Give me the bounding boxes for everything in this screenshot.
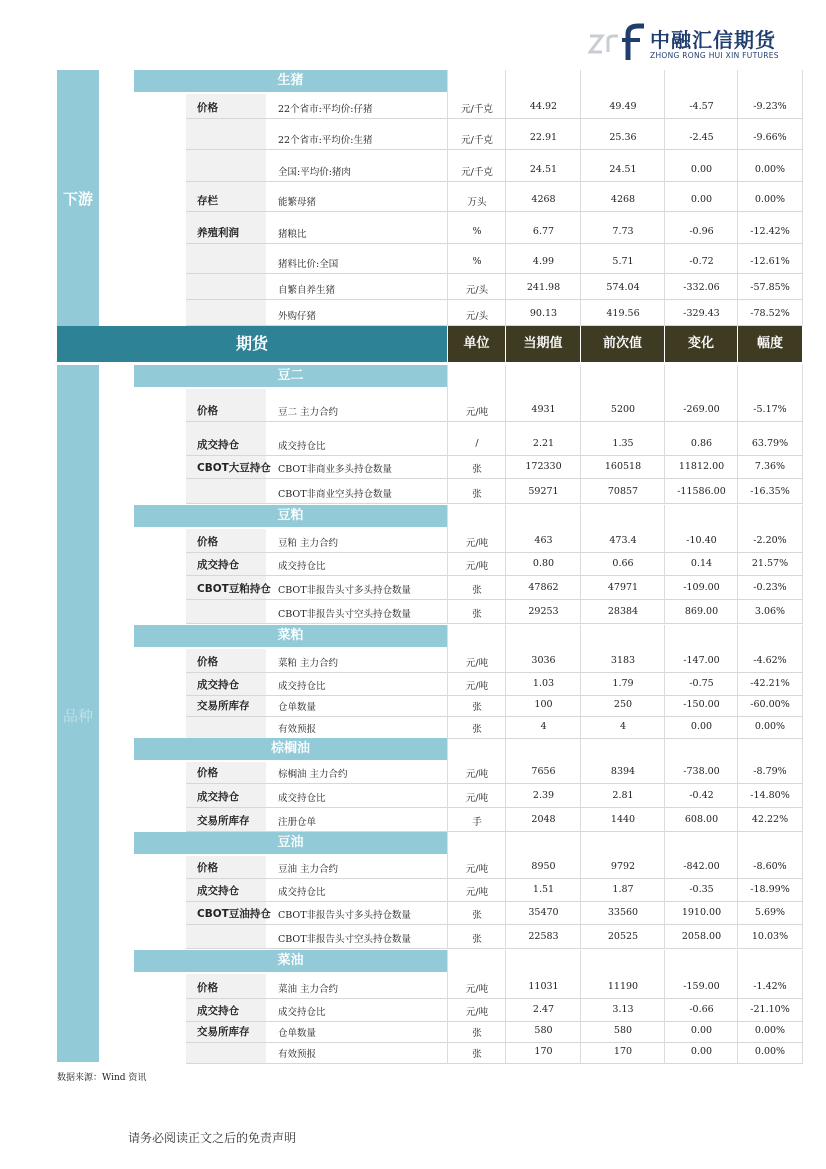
unit-cell: / [475, 438, 479, 449]
change-pct-cell: 63.79% [751, 438, 789, 449]
change-pct-cell: -8.60% [753, 861, 787, 872]
indicator-name: 成交持仓比 [278, 561, 326, 572]
row-divider [186, 149, 802, 150]
change-cell: -269.00 [683, 404, 720, 415]
subcategory-label: CBOT豆油持仓 [197, 908, 271, 920]
subcategory-label: 成交持仓 [197, 885, 239, 897]
change-pct-cell: 42.22% [751, 814, 789, 825]
change-pct-cell: 0.00% [754, 721, 786, 732]
change-cell: 0.86 [690, 438, 713, 449]
change-cell: -109.00 [683, 582, 720, 593]
column-divider [505, 625, 506, 739]
unit-cell: 元/千克 [461, 167, 493, 178]
unit-cell: 张 [472, 489, 482, 500]
row-divider [186, 599, 802, 600]
column-divider [802, 625, 803, 739]
row-divider [186, 243, 802, 244]
row-divider [186, 273, 802, 274]
indicator-name: 有效预报 [278, 724, 317, 735]
section-title: 豆粕 [134, 505, 447, 527]
change-cell: -0.35 [689, 884, 714, 895]
column-divider [580, 738, 581, 832]
subcategory-label: 价格 [197, 767, 218, 779]
row-divider [186, 695, 802, 696]
column-divider [737, 365, 738, 504]
column-divider [580, 950, 581, 1064]
indicator-name: CBOT非商业空头持仓数量 [278, 489, 393, 500]
section-title: 生猪 [134, 70, 447, 92]
current-value-cell: 100 [534, 699, 553, 710]
column-divider [447, 738, 448, 832]
previous-value-cell: 24.51 [609, 164, 637, 175]
change-cell: -2.45 [689, 132, 714, 143]
indicator-name: 猪料比价:全国 [278, 259, 339, 270]
previous-value-cell: 4268 [610, 194, 636, 205]
change-pct-cell: -78.52% [750, 308, 790, 319]
change-cell: -0.75 [689, 678, 714, 689]
unit-cell: 张 [472, 1028, 482, 1039]
logo-cn-text: 中融汇信期货 [650, 28, 776, 52]
change-cell: -0.96 [689, 226, 714, 237]
unit-cell: 元/吨 [465, 984, 489, 995]
change-pct-cell: 0.00% [754, 164, 786, 175]
column-divider [802, 950, 803, 1064]
current-value-cell: 35470 [528, 907, 559, 918]
current-value-cell: 22.91 [529, 132, 558, 143]
column-divider [664, 365, 665, 504]
column-divider [664, 70, 665, 326]
change-pct-cell: -18.99% [750, 884, 790, 895]
zrf-logo-icon [588, 22, 646, 62]
unit-cell: 元/吨 [465, 561, 489, 572]
column-divider [580, 70, 581, 326]
section-title: 豆二 [134, 365, 447, 387]
indicator-name: 注册仓单 [278, 817, 317, 828]
change-cell: -150.00 [683, 699, 720, 710]
column-divider [802, 832, 803, 949]
unit-cell: 张 [472, 1049, 482, 1060]
change-pct-cell: -5.17% [753, 404, 787, 415]
current-value-cell: 47862 [528, 582, 559, 593]
futures-header-title: 期货 [57, 326, 447, 362]
previous-value-cell: 580 [613, 1025, 633, 1036]
current-value-cell: 3036 [531, 655, 556, 666]
column-divider [802, 70, 803, 326]
indicator-name: CBOT非商业多头持仓数量 [278, 464, 393, 475]
previous-value-cell: 5200 [610, 404, 636, 415]
unit-cell: 元/吨 [465, 538, 489, 549]
current-value-cell: 2048 [531, 814, 556, 825]
previous-value-cell: 28384 [607, 606, 639, 617]
unit-cell: 元/吨 [465, 1007, 489, 1018]
subcategory-label: 成交持仓 [197, 791, 239, 803]
column-divider [505, 365, 506, 504]
change-cell: -329.43 [683, 308, 720, 319]
subcategory-label: 成交持仓 [197, 1005, 239, 1017]
previous-value-cell: 7.73 [612, 226, 634, 237]
current-value-cell: 4.99 [532, 256, 555, 267]
previous-value-cell: 1440 [610, 814, 636, 825]
change-pct-cell: -4.62% [753, 655, 787, 666]
current-value-cell: 59271 [528, 486, 559, 497]
indicator-name: 豆二 主力合约 [278, 407, 339, 418]
indicator-name: 22个省市:平均价:仔猪 [278, 104, 373, 115]
row-divider [186, 807, 802, 808]
change-cell: -332.06 [683, 282, 720, 293]
column-divider [505, 505, 506, 624]
change-pct-cell: 0.00% [754, 1046, 786, 1057]
column-divider [505, 950, 506, 1064]
indicator-name: 成交持仓比 [278, 887, 326, 898]
previous-value-cell: 170 [613, 1046, 633, 1057]
column-divider [505, 738, 506, 832]
change-pct-cell: 21.57% [751, 558, 789, 569]
current-value-cell: 22583 [528, 931, 559, 942]
indicator-name: 成交持仓比 [278, 1007, 326, 1018]
subcategory-label: 成交持仓 [197, 559, 239, 571]
subcategory-label: 养殖利润 [197, 227, 239, 239]
change-cell: 608.00 [684, 814, 719, 825]
column-divider [664, 950, 665, 1064]
change-pct-cell: -8.79% [753, 766, 787, 777]
previous-value-cell: 11190 [607, 981, 639, 992]
disclaimer-text: 请务必阅读正文之后的免责声明 [128, 1131, 297, 1145]
change-cell: -159.00 [683, 981, 720, 992]
header-current-value: 当期值 [506, 326, 580, 362]
indicator-name: 成交持仓比 [278, 681, 326, 692]
unit-cell: % [472, 226, 482, 237]
column-divider [447, 832, 448, 949]
previous-value-cell: 473.4 [609, 535, 637, 546]
current-value-cell: 580 [534, 1025, 553, 1036]
subcategory-label: 成交持仓 [197, 679, 239, 691]
change-cell: -842.00 [683, 861, 720, 872]
column-divider [737, 832, 738, 949]
subcategory-label: CBOT大豆持仓 [197, 462, 271, 474]
column-divider [802, 365, 803, 504]
column-divider [664, 505, 665, 624]
change-cell: -147.00 [683, 655, 720, 666]
previous-value-cell: 1.87 [612, 884, 634, 895]
header-change-pct: 幅度 [738, 326, 802, 362]
change-pct-cell: -60.00% [750, 699, 790, 710]
column-divider [737, 505, 738, 624]
current-value-cell: 1.03 [532, 678, 555, 689]
previous-value-cell: 574.04 [606, 282, 640, 293]
unit-cell: 元/吨 [465, 864, 489, 875]
row-divider [186, 1063, 802, 1064]
indicator-name: 22个省市:平均价:生猪 [278, 135, 373, 146]
row-divider [186, 998, 802, 999]
row-divider [186, 299, 802, 300]
change-cell: 869.00 [684, 606, 719, 617]
row-divider [186, 503, 802, 504]
change-pct-cell: 3.06% [754, 606, 786, 617]
change-pct-cell: -9.23% [753, 101, 787, 112]
row-divider [186, 1021, 802, 1022]
previous-value-cell: 0.66 [612, 558, 634, 569]
change-cell: -0.42 [689, 790, 714, 801]
change-cell: -4.57 [689, 101, 714, 112]
section-title: 棕榈油 [134, 738, 447, 760]
subcategory-label: 交易所库存 [197, 1026, 250, 1038]
section-title: 菜粕 [134, 625, 447, 647]
indicator-name: 外购仔猪 [278, 311, 317, 322]
unit-cell: 张 [472, 585, 482, 596]
row-divider [186, 211, 802, 212]
current-value-cell: 2.47 [532, 1004, 555, 1015]
current-value-cell: 2.21 [532, 438, 555, 449]
subcategory-label: 价格 [197, 405, 218, 417]
change-cell: 0.14 [690, 558, 713, 569]
row-divider [186, 552, 802, 553]
current-value-cell: 24.51 [529, 164, 558, 175]
section-title: 菜油 [134, 950, 447, 972]
current-value-cell: 44.92 [529, 101, 558, 112]
current-value-cell: 0.80 [532, 558, 555, 569]
unit-cell: 元/吨 [465, 658, 489, 669]
indicator-name: 猪粮比 [278, 229, 307, 240]
column-divider [802, 738, 803, 832]
current-value-cell: 1.51 [532, 884, 555, 895]
previous-value-cell: 47971 [607, 582, 639, 593]
previous-value-cell: 9792 [610, 861, 636, 872]
row-divider [186, 421, 802, 422]
change-pct-cell: -1.42% [753, 981, 787, 992]
column-divider [447, 70, 448, 326]
row-divider [186, 948, 802, 949]
indicator-name: CBOT非报告头寸空头持仓数量 [278, 609, 412, 620]
row-divider [186, 623, 802, 624]
change-cell: -738.00 [683, 766, 720, 777]
current-value-cell: 6.77 [532, 226, 555, 237]
unit-cell: 张 [472, 724, 482, 735]
current-value-cell: 4931 [531, 404, 556, 415]
column-divider [505, 70, 506, 326]
current-value-cell: 4 [540, 721, 547, 732]
column-divider [447, 365, 448, 504]
indicator-name: 菜油 主力合约 [278, 984, 339, 995]
subcategory-label: 存栏 [197, 195, 218, 207]
previous-value-cell: 8394 [610, 766, 636, 777]
subcategory-label: 价格 [197, 862, 218, 874]
column-divider [664, 625, 665, 739]
change-cell: 1910.00 [681, 907, 722, 918]
column-divider [447, 625, 448, 739]
change-pct-cell: -0.23% [753, 582, 787, 593]
unit-cell: 元/千克 [461, 135, 493, 146]
indicator-name: 成交持仓比 [278, 793, 326, 804]
indicator-name: 自繁自养生猪 [278, 285, 336, 296]
downstream-category-label: 下游 [62, 190, 93, 208]
row-divider [186, 924, 802, 925]
row-divider [186, 716, 802, 717]
column-divider [580, 625, 581, 739]
header-previous-value: 前次值 [581, 326, 664, 362]
column-divider [737, 70, 738, 326]
indicator-name: CBOT非报告头寸多头持仓数量 [278, 585, 412, 596]
change-cell: 0.00 [690, 1025, 713, 1036]
unit-cell: 手 [472, 817, 482, 828]
previous-value-cell: 20525 [607, 931, 639, 942]
header-change: 变化 [665, 326, 737, 362]
change-cell: -0.66 [689, 1004, 714, 1015]
indicator-name: 有效预报 [278, 1049, 317, 1060]
previous-value-cell: 419.56 [606, 308, 640, 319]
change-pct-cell: -16.35% [750, 486, 790, 497]
subcategory-label: 价格 [197, 536, 218, 548]
company-logo [588, 18, 788, 62]
change-pct-cell: 10.03% [751, 931, 789, 942]
subcategory-label: 交易所库存 [197, 815, 250, 827]
row-divider [186, 181, 802, 182]
indicator-name: 菜粕 主力合约 [278, 658, 339, 669]
change-pct-cell: 7.36% [754, 461, 786, 472]
unit-cell: % [472, 256, 482, 267]
unit-cell: 张 [472, 609, 482, 620]
current-value-cell: 8950 [531, 861, 556, 872]
previous-value-cell: 33560 [607, 907, 639, 918]
current-value-cell: 90.13 [529, 308, 558, 319]
subcategory-label: 成交持仓 [197, 439, 239, 451]
previous-value-cell: 70857 [607, 486, 639, 497]
change-pct-cell: -14.80% [750, 790, 790, 801]
current-value-cell: 2.39 [532, 790, 555, 801]
change-pct-cell: -57.85% [750, 282, 790, 293]
subcategory-label: CBOT豆粕持仓 [197, 583, 271, 595]
previous-value-cell: 1.35 [612, 438, 634, 449]
unit-cell: 元/吨 [465, 407, 489, 418]
row-divider [186, 1042, 802, 1043]
current-value-cell: 463 [534, 535, 553, 546]
change-pct-cell: -9.66% [753, 132, 787, 143]
current-value-cell: 172330 [525, 461, 562, 472]
previous-value-cell: 1.79 [612, 678, 634, 689]
row-divider [186, 478, 802, 479]
indicator-name: 成交持仓比 [278, 441, 326, 452]
change-pct-cell: -12.42% [750, 226, 790, 237]
logo-en-text: ZHONG RONG HUI XIN FUTURES [650, 51, 779, 60]
unit-cell: 元/吨 [465, 887, 489, 898]
unit-cell: 元/吨 [465, 769, 489, 780]
futures-category-label: 品种 [62, 707, 93, 725]
change-pct-cell: -21.10% [750, 1004, 790, 1015]
row-divider [186, 118, 802, 119]
column-divider [664, 832, 665, 949]
section-title: 豆油 [134, 832, 447, 854]
previous-value-cell: 5.71 [612, 256, 634, 267]
previous-value-cell: 2.81 [612, 790, 634, 801]
indicator-name: 仓单数量 [278, 1028, 317, 1039]
row-divider [186, 783, 802, 784]
change-pct-cell: -12.61% [750, 256, 790, 267]
indicator-name: CBOT非报告头寸多头持仓数量 [278, 910, 412, 921]
change-pct-cell: 0.00% [754, 1025, 786, 1036]
current-value-cell: 170 [534, 1046, 553, 1057]
current-value-cell: 7656 [531, 766, 556, 777]
change-cell: -11586.00 [677, 486, 726, 497]
change-cell: 0.00 [690, 194, 713, 205]
row-divider [186, 325, 802, 326]
subcategory-label: 价格 [197, 102, 218, 114]
previous-value-cell: 160518 [604, 461, 642, 472]
unit-cell: 张 [472, 702, 482, 713]
row-divider [186, 672, 802, 673]
change-cell: -0.72 [689, 256, 714, 267]
row-divider [186, 878, 802, 879]
subcategory-label: 交易所库存 [197, 700, 250, 712]
column-divider [580, 365, 581, 504]
column-divider [737, 625, 738, 739]
unit-cell: 元/吨 [465, 681, 489, 692]
data-source-note: 数据来源：Wind 资讯 [57, 1073, 147, 1083]
change-cell: 0.00 [690, 1046, 713, 1057]
previous-value-cell: 250 [613, 699, 633, 710]
row-divider [186, 901, 802, 902]
previous-value-cell: 3183 [610, 655, 636, 666]
unit-cell: 元/吨 [465, 793, 489, 804]
change-cell: 0.00 [690, 164, 713, 175]
change-pct-cell: 5.69% [754, 907, 786, 918]
current-value-cell: 4268 [531, 194, 556, 205]
indicator-name: 全国:平均价:猪肉 [278, 167, 351, 178]
indicator-name: 棕榈油 主力合约 [278, 769, 348, 780]
change-cell: 11812.00 [678, 461, 725, 472]
change-cell: 2058.00 [681, 931, 722, 942]
indicator-name: 豆油 主力合约 [278, 864, 339, 875]
change-cell: 0.00 [690, 721, 713, 732]
subcategory-label: 价格 [197, 982, 218, 994]
header-unit: 单位 [448, 326, 505, 362]
column-divider [737, 950, 738, 1064]
unit-cell: 元/头 [465, 285, 489, 296]
change-pct-cell: -42.21% [750, 678, 790, 689]
indicator-name: 能繁母猪 [278, 197, 317, 208]
change-cell: -10.40 [686, 535, 717, 546]
column-divider [802, 505, 803, 624]
current-value-cell: 11031 [528, 981, 559, 992]
indicator-name: CBOT非报告头寸空头持仓数量 [278, 934, 412, 945]
indicator-name: 豆粕 主力合约 [278, 538, 339, 549]
unit-cell: 万头 [467, 197, 487, 208]
unit-cell: 元/千克 [461, 104, 493, 115]
column-divider [664, 738, 665, 832]
unit-cell: 元/头 [465, 311, 489, 322]
row-divider [186, 575, 802, 576]
row-divider [186, 455, 802, 456]
previous-value-cell: 3.13 [612, 1004, 634, 1015]
subcategory-label: 价格 [197, 656, 218, 668]
unit-cell: 张 [472, 934, 482, 945]
current-value-cell: 241.98 [526, 282, 561, 293]
column-divider [580, 505, 581, 624]
change-pct-cell: 0.00% [754, 194, 786, 205]
current-value-cell: 29253 [528, 606, 559, 617]
change-pct-cell: -2.20% [753, 535, 787, 546]
previous-value-cell: 25.36 [609, 132, 637, 143]
previous-value-cell: 4 [619, 721, 627, 732]
previous-value-cell: 49.49 [609, 101, 637, 112]
column-divider [447, 505, 448, 624]
column-divider [580, 832, 581, 949]
unit-cell: 张 [472, 910, 482, 921]
column-divider [505, 832, 506, 949]
column-divider [737, 738, 738, 832]
unit-cell: 张 [472, 464, 482, 475]
column-divider [447, 950, 448, 1064]
indicator-name: 仓单数量 [278, 702, 317, 713]
